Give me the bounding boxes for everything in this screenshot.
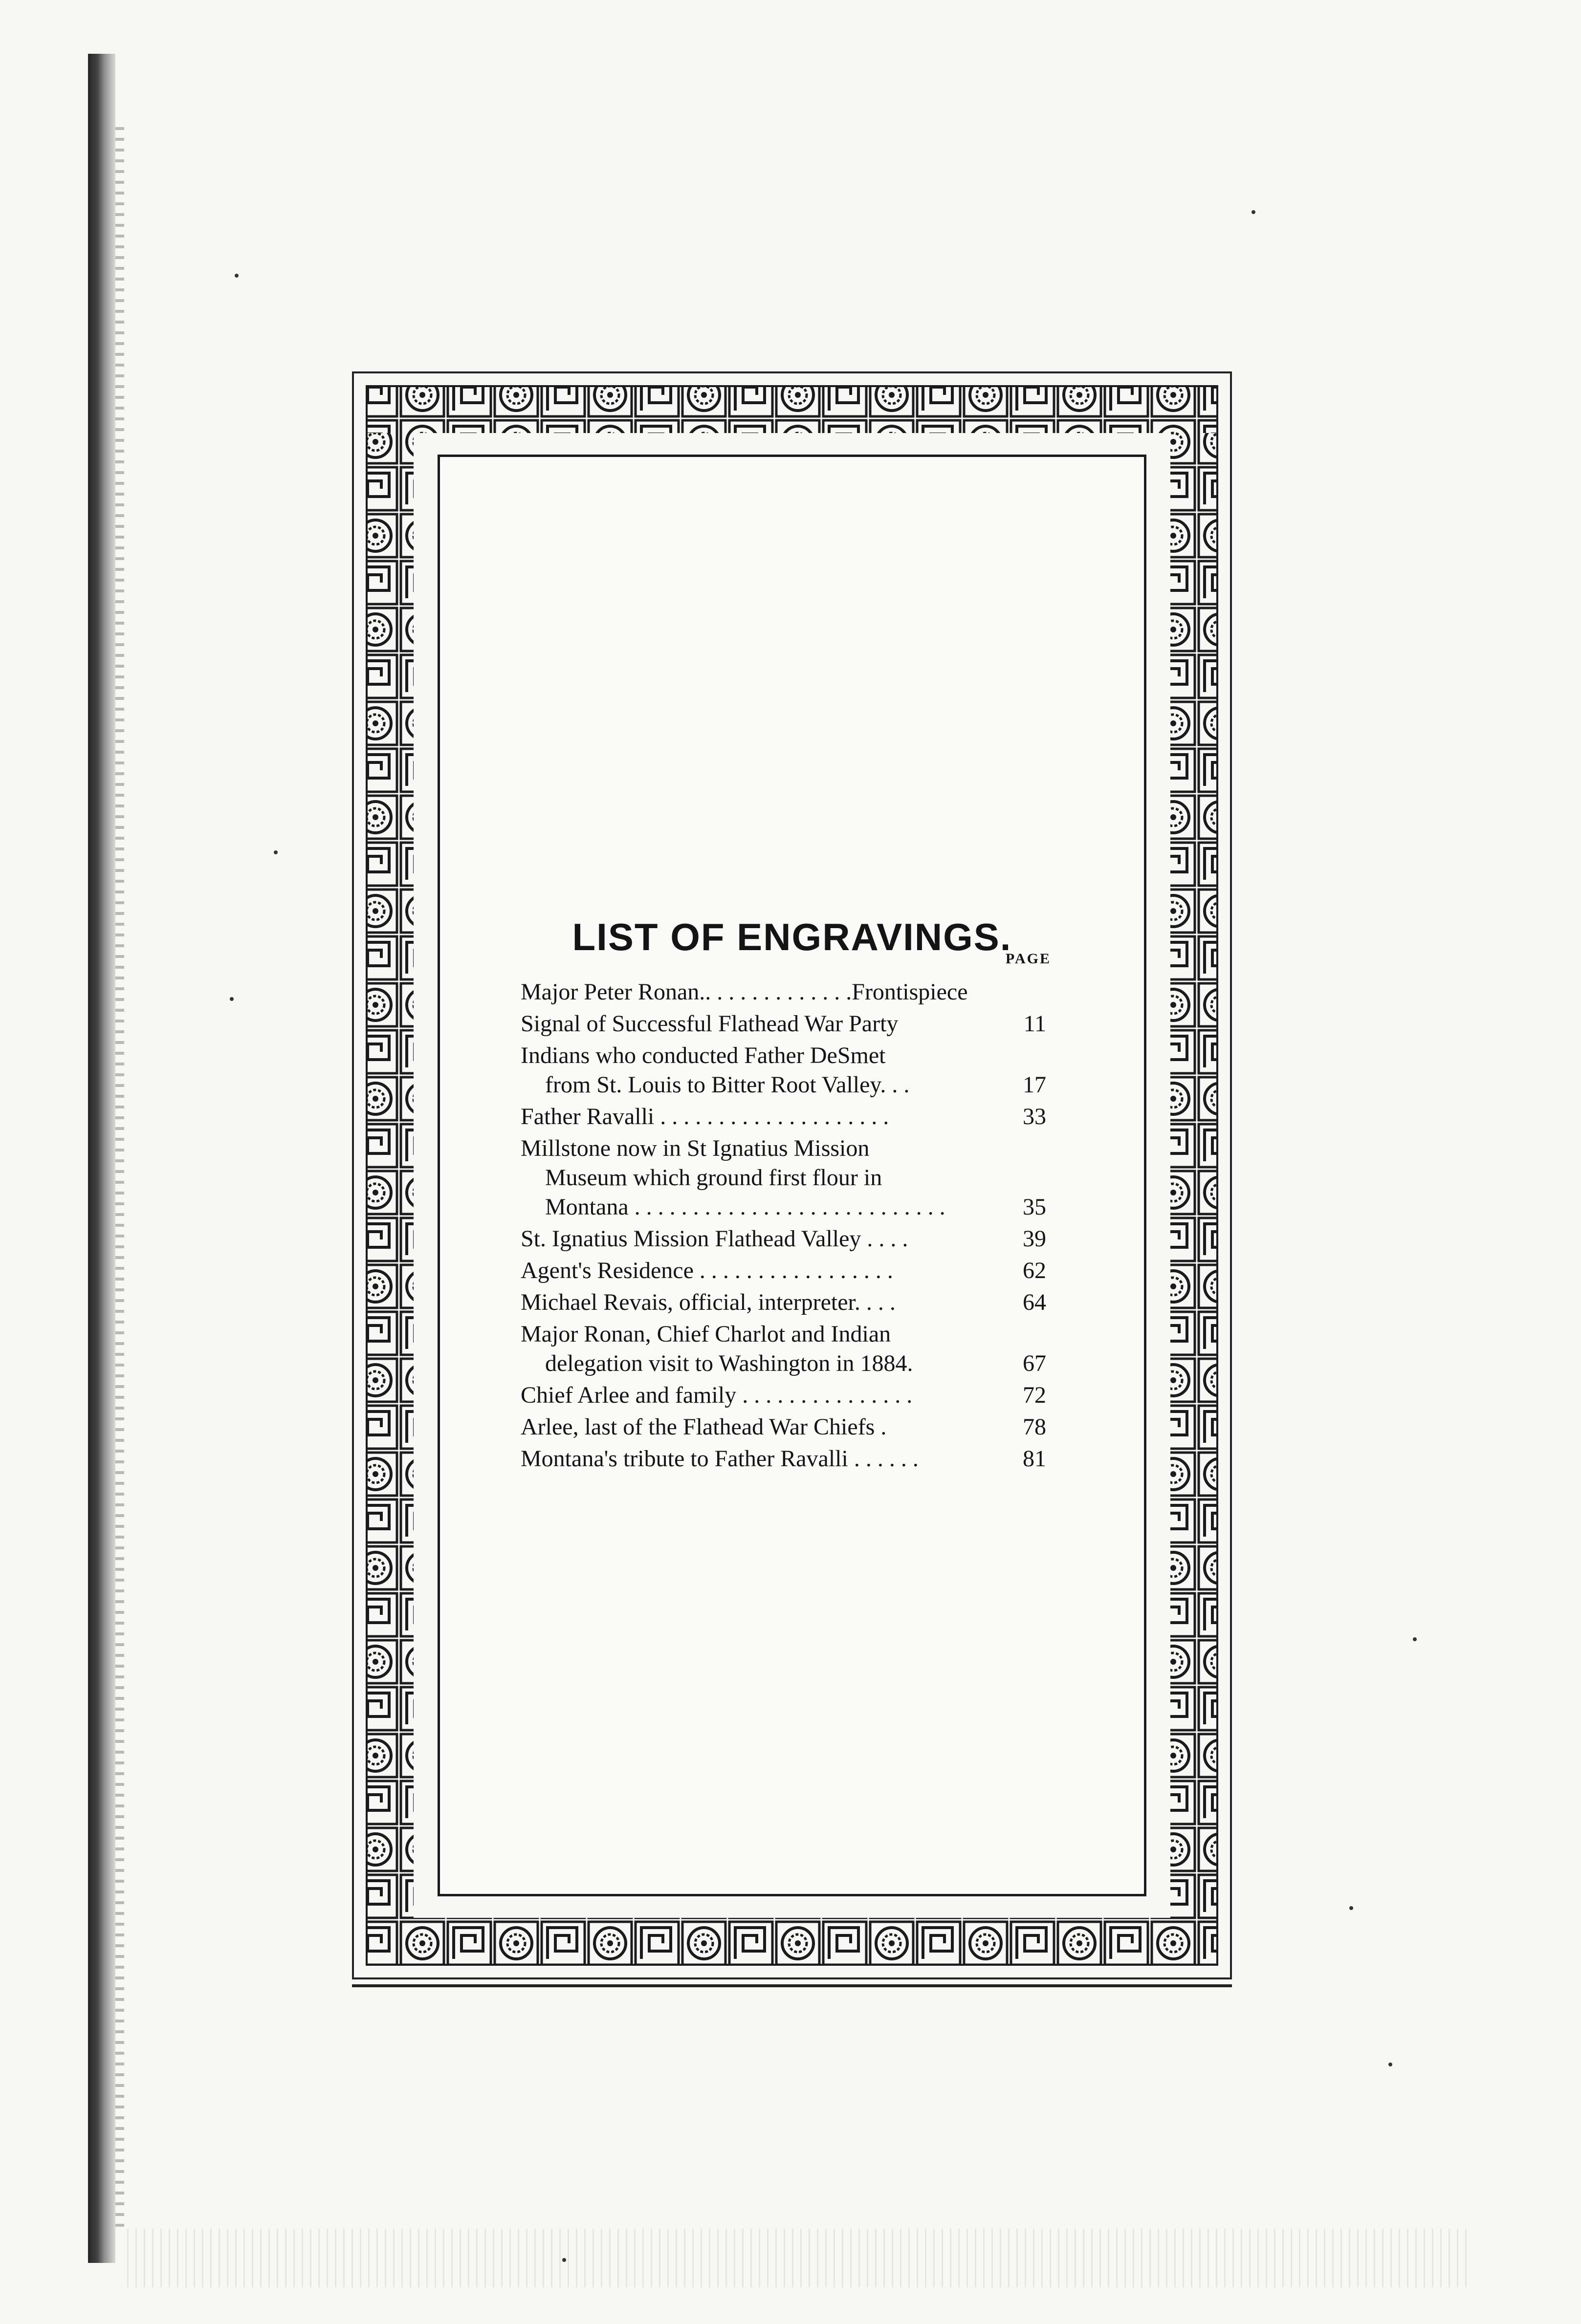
engraving-title-line: Montana's tribute to Father Ravalli . . . . . .	[521, 1446, 919, 1472]
page-number: 64	[1023, 1289, 1046, 1315]
page-number: 62	[1023, 1258, 1046, 1283]
binding-edge	[88, 54, 115, 2263]
list-item	[521, 1224, 1046, 1254]
engraving-title-line: Museum which ground first flour in	[545, 1165, 882, 1191]
engraving-title-line: Indians who conducted Father DeSmet	[521, 1043, 886, 1068]
engraving-title	[521, 1412, 992, 1442]
border-base-rule	[352, 1984, 1232, 1987]
list-item	[521, 1288, 1046, 1317]
engraving-title	[521, 1009, 992, 1039]
list-item	[521, 1320, 1046, 1378]
engraving-title	[521, 977, 992, 1007]
list-item	[521, 977, 1046, 1007]
list-item	[521, 1256, 1046, 1285]
page-number: 67	[1023, 1350, 1046, 1376]
engraving-title-line: delegation visit to Washington in 1884.	[545, 1350, 913, 1376]
page-number: 33	[1023, 1104, 1046, 1129]
scan-smudge	[127, 2229, 1471, 2287]
engraving-title	[521, 1102, 992, 1131]
engraving-title	[521, 1224, 992, 1254]
page-number: 72	[1023, 1382, 1046, 1408]
engraving-title	[521, 1256, 992, 1285]
engraving-title-line: Major Ronan, Chief Charlot and Indian	[521, 1321, 891, 1347]
page-number: 81	[1023, 1446, 1046, 1472]
list-item	[521, 1134, 1046, 1222]
page-number: 78	[1023, 1414, 1046, 1440]
page-number: 11	[1023, 1011, 1046, 1037]
engraving-title-line: Michael Revais, official, interpreter. . . .	[521, 1289, 896, 1315]
scan-speck	[1349, 1906, 1353, 1910]
scan-speck	[1413, 1637, 1417, 1641]
engraving-title-line: Agent's Residence . . . . . . . . . . . . . . . . .	[521, 1258, 893, 1283]
page-column-label: PAGE	[1005, 951, 1051, 967]
scan-speck	[274, 850, 278, 854]
list-item	[521, 1009, 1046, 1039]
engraving-title-line: Father Ravalli . . . . . . . . . . . . . . . . . . . .	[521, 1104, 889, 1129]
scan-speck	[1252, 210, 1255, 214]
engraving-title-line: Chief Arlee and family . . . . . . . . . . . . . . .	[521, 1382, 913, 1408]
scan-speck	[1388, 2063, 1392, 2066]
engraving-title-line: Signal of Successful Flathead War Party	[521, 1011, 899, 1037]
page-number: 17	[1023, 1072, 1046, 1098]
list-item	[521, 1412, 1046, 1442]
page-number: 39	[1023, 1226, 1046, 1252]
engraving-title	[521, 1041, 992, 1100]
engraving-title	[521, 1288, 992, 1317]
list-item	[521, 1381, 1046, 1410]
engraving-title-line: Arlee, last of the Flathead War Chiefs .	[521, 1414, 887, 1440]
scan-speck	[562, 2258, 566, 2262]
engraving-title	[521, 1381, 992, 1410]
scan-speck	[230, 997, 234, 1001]
engraving-title	[521, 1134, 992, 1222]
engraving-title	[521, 1444, 992, 1474]
engraving-title-line: St. Ignatius Mission Flathead Valley . . . .	[521, 1226, 908, 1252]
page-title: LIST OF ENGRAVINGS.	[572, 915, 1012, 959]
engraving-title-line: Major Peter Ronan.. . . . . . . . . . . . .Frontispiece	[521, 979, 968, 1005]
engraving-title	[521, 1320, 992, 1378]
list-item	[521, 1041, 1046, 1100]
list-item	[521, 1102, 1046, 1131]
engravings-list	[521, 977, 1046, 1476]
list-item	[521, 1444, 1046, 1474]
engraving-title-line: from St. Louis to Bitter Root Valley. . .	[545, 1072, 910, 1098]
engraving-title-line: Montana . . . . . . . . . . . . . . . . . . . . . . . . . . .	[545, 1194, 945, 1220]
engraving-title-line: Millstone now in St Ignatius Mission	[521, 1135, 870, 1161]
scan-speck	[235, 274, 239, 278]
binding-shadow	[115, 127, 124, 2229]
page-number: 35	[1023, 1194, 1046, 1220]
